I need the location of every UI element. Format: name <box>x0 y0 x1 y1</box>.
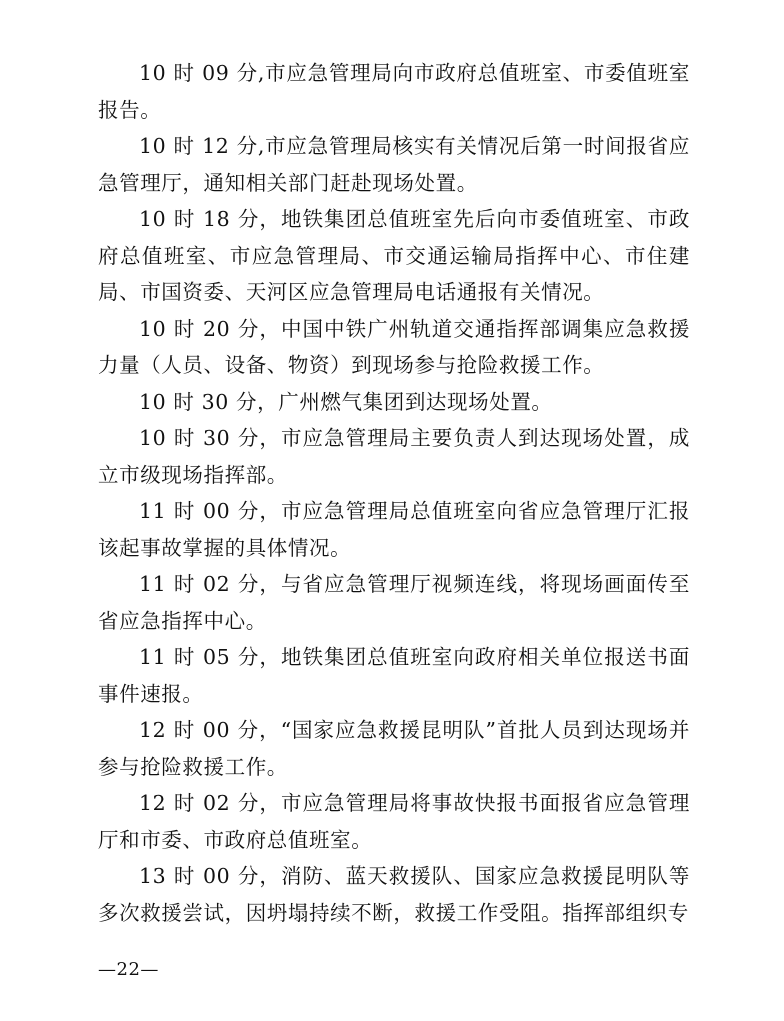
paragraph: 10 时 30 分，市应急管理局主要负责人到达现场处置，成立市级现场指挥部。 <box>98 426 690 487</box>
paragraph: 12 时 00 分，“国家应急救援昆明队”首批人员到达现场并参与抢险救援工作。 <box>98 718 690 779</box>
document-body <box>98 55 690 931</box>
paragraph: 11 时 00 分，市应急管理局总值班室向省应急管理厅汇报该起事故掌握的具体情况。 <box>98 499 690 560</box>
paragraph: 10 时 09 分,市应急管理局向市政府总值班室、市委值班室报告。 <box>98 61 690 122</box>
paragraph: 10 时 20 分，中国中铁广州轨道交通指挥部调集应急救援力量（人员、设备、物资）到现场参与抢险救援工作。 <box>98 316 690 377</box>
paragraph: 11 时 02 分，与省应急管理厅视频连线，将现场画面传至省应急指挥中心。 <box>98 572 690 633</box>
paragraph: 10 时 30 分，广州燃气集团到达现场处置。 <box>139 389 553 414</box>
page-number: —22— <box>98 959 159 980</box>
paragraph: 13 时 00 分，消防、蓝天救援队、国家应急救援昆明队等多次救援尝试，因坍塌持续不断，救援工作受阻。指挥部组织专 <box>98 864 690 925</box>
paragraph: 10 时 12 分,市应急管理局核实有关情况后第一时间报省应急管理厅，通知相关部门赶赴现场处置。 <box>98 134 690 195</box>
paragraph: 12 时 02 分，市应急管理局将事故快报书面报省应急管理厅和市委、市政府总值班室。 <box>98 791 690 852</box>
paragraph: 11 时 05 分，地铁集团总值班室向政府相关单位报送书面事件速报。 <box>98 645 690 706</box>
paragraph: 10 时 18 分，地铁集团总值班室先后向市委值班室、市政府总值班室、市应急管理局、市交通运输局指挥中心、市住建局、市国资委、天河区应急管理局电话通报有关情况。 <box>98 207 690 304</box>
